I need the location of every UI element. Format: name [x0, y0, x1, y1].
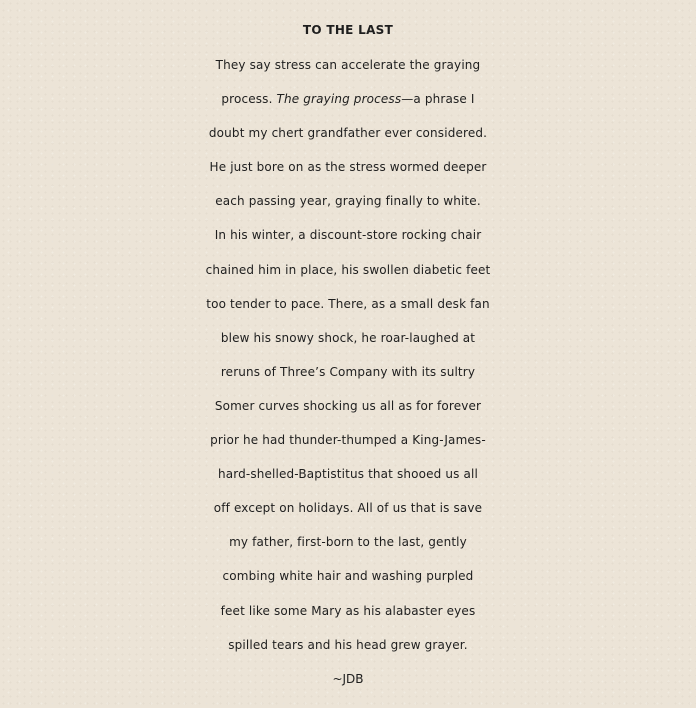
poem-line: doubt my chert grandfather ever considered.	[208, 126, 488, 141]
poem-line: hard-shelled-Baptistitus that shooed us all	[217, 467, 479, 482]
poem-line: chained him in place, his swollen diabetic feet	[205, 262, 491, 277]
poem-line: off except on holidays. All of us that is save	[213, 501, 483, 516]
poem-line: combing white hair and washing purpled	[222, 569, 474, 584]
poem-line: In his winter, a discount-store rocking chair	[214, 228, 482, 243]
poem-line-italic-phrase: The graying process	[276, 92, 402, 107]
poem-line: They say stress can accelerate the graying	[215, 58, 481, 72]
poem-line-text: —a phrase I	[401, 92, 475, 107]
poem-line: each passing year, graying finally to white.	[215, 194, 481, 209]
poem-line-text: process.	[221, 92, 277, 107]
poem-line: Somer curves shocking us all as for forever	[214, 398, 482, 413]
poem-line: He just bore on as the stress wormed deeper	[209, 160, 487, 175]
poem-body	[0, 48, 696, 662]
poem-line	[0, 82, 696, 116]
poem-signature: ~JDB	[332, 671, 364, 686]
poem-line: prior he had thunder-thumped a King-James-	[210, 433, 486, 448]
poem-title: TO THE LAST	[302, 23, 394, 37]
poem-line: spilled tears and his head grew grayer.	[228, 637, 468, 652]
poem-line: my father, first-born to the last, gently	[229, 535, 467, 550]
poem-line: blew his snowy shock, he roar-laughed at	[220, 330, 476, 345]
poem-line: reruns of Three’s Company with its sultry	[220, 364, 476, 379]
poem-line: feet like some Mary as his alabaster eyes	[220, 603, 476, 618]
poem-line: too tender to pace. There, as a small desk fan	[206, 296, 490, 311]
